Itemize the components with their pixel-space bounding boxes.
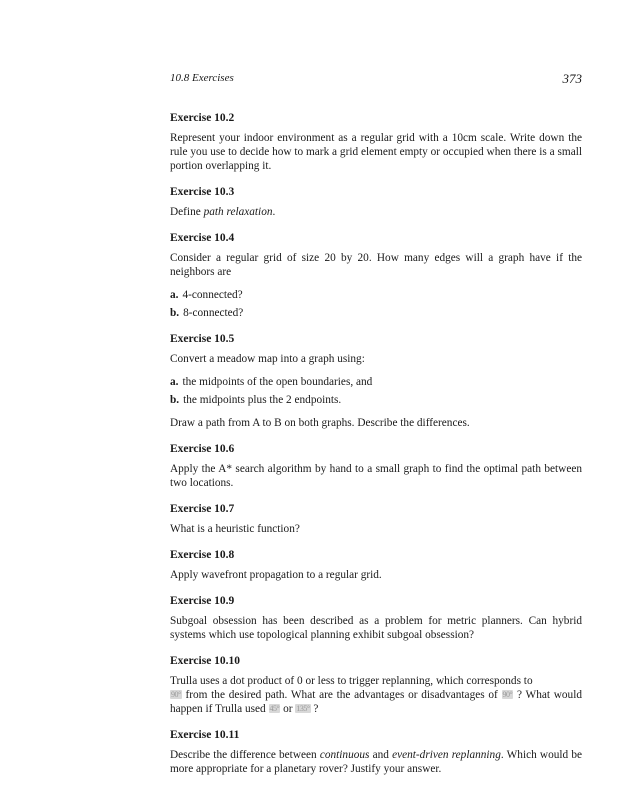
running-header [170,72,582,88]
emphasis-term: continuous [319,749,370,761]
exercise-10-5 [170,332,582,430]
angle-glyph: 90° [502,690,513,699]
text-fragment: ? [310,703,319,715]
angle-glyph: 90° [171,690,181,699]
item-label: b. [170,394,180,406]
exercise-text: Consider a regular grid of size 20 by 20. How many edges will a graph have if the neighbors are [170,252,582,278]
exercise-10-2 [170,111,582,173]
text-fragment: Define [170,206,204,218]
item-label: a. [170,289,179,301]
text-fragment: . Which would be more appropriate for a planetary rover? Justify your answer. [170,749,582,775]
exercise-text: Apply wavefront propagation to a regular grid. [170,569,382,581]
exercise-title: Exercise 10.10 [170,655,241,667]
exercise-title: Exercise 10.3 [170,186,235,198]
exercise-10-9 [170,594,582,642]
section-title: 10.8 Exercises [170,72,234,84]
exercise-text [170,674,582,716]
exercise-10-8 [170,548,582,582]
text-fragment: Describe the difference between [170,749,320,761]
item-label: a. [170,376,179,388]
exercise-10-6 [170,442,582,490]
list-item [170,306,582,320]
list-item [170,375,582,389]
exercise-text [170,205,582,219]
exercise-text: Convert a meadow map into a graph using: [170,353,365,365]
text-fragment: and [369,749,393,761]
item-label: b. [170,307,180,319]
exercise-title: Exercise 10.4 [170,232,235,244]
item-text: the midpoints of the open boundaries, and [182,376,373,388]
item-text: 4-connected? [182,289,243,301]
exercise-title: Exercise 10.8 [170,549,235,561]
text-fragment: from the desired path. What are the advantages or disadvantages of [181,689,498,701]
exercise-10-10 [170,654,582,716]
exercise-title: Exercise 10.6 [170,443,235,455]
exercise-title: Exercise 10.5 [170,333,235,345]
exercise-10-7 [170,502,582,536]
angle-glyph: 45° [269,704,280,713]
text-fragment: . [272,206,276,218]
page-number: 373 [562,71,582,86]
exercise-10-11 [170,728,582,776]
exercise-10-4 [170,231,582,320]
sub-item-list [170,375,582,407]
text-fragment: ? What would happen if Trulla used [170,689,582,715]
list-item [170,393,582,407]
angle-glyph: 135° [296,704,310,713]
item-text: the midpoints plus the 2 endpoints. [183,394,342,406]
exercise-title: Exercise 10.11 [170,729,240,741]
item-text: 8-connected? [183,307,244,319]
sub-item-list [170,288,582,320]
exercise-text: Draw a path from A to B on both graphs. Describe the differences. [170,417,470,429]
text-fragment: Trulla uses a dot product of 0 or less to trigger replanning, which corresponds to [170,675,533,687]
list-item [170,288,582,302]
emphasis-term: path relaxation [203,206,273,218]
exercise-10-3 [170,185,582,219]
exercise-text [170,748,582,776]
exercise-title: Exercise 10.9 [170,595,235,607]
emphasis-term: event-driven replanning [392,749,501,761]
exercise-text: Represent your indoor environment as a regular grid with a 10cm scale. Write down the rule you use to decide how to mark a grid element empty or occupied when there is a small portion overlapping it. [170,132,582,172]
exercise-text: Subgoal obsession has been described as a problem for metric planners. Can hybrid systems which use topological planning exhibit subgoal obsession? [170,615,582,641]
exercise-list [170,111,582,776]
exercise-text: Apply the A* search algorithm by hand to a small graph to find the optimal path between two locations. [170,463,582,489]
exercise-title: Exercise 10.2 [170,112,235,124]
exercise-title: Exercise 10.7 [170,503,235,515]
text-fragment: or [280,703,293,715]
exercise-text: What is a heuristic function? [170,523,300,535]
